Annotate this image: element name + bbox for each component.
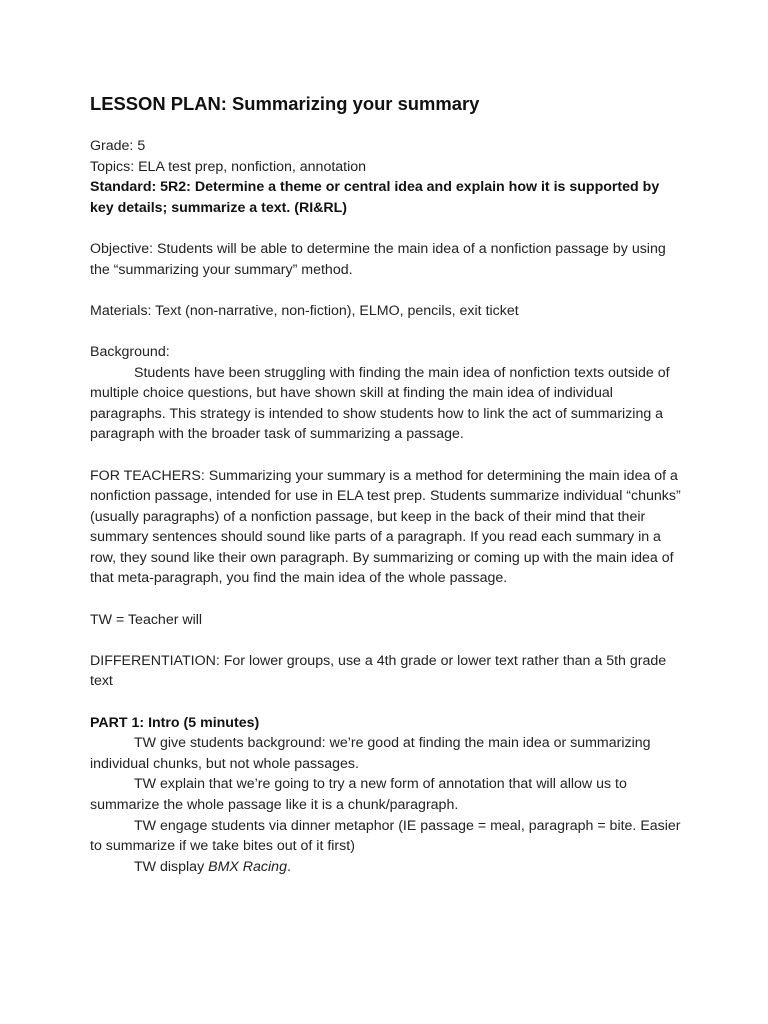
spacer [90, 218, 682, 239]
spacer [90, 692, 682, 713]
text-title-bmx-racing: BMX Racing [208, 858, 287, 875]
topics-line: Topics: ELA test prep, nonfiction, annotation [90, 158, 367, 175]
differentiation-paragraph: DIFFERENTIATION: For lower groups, use a 4th grade or lower text rather than a 5th grade text [90, 652, 667, 690]
for-teachers-paragraph: FOR TEACHERS: Summarizing your summary is a method for determining the main idea of a nonfiction passage, intended for use in ELA test prep. Students summarize individual “chunks” (usually paragraphs) of a nonfiction passage, but keep in the back of their mind that their summary sentences should sound like parts of a paragraph. If you read each summary in a row, they sound like their own paragraph. By summarizing or coming up with the main idea of that meta-paragraph, you find the main idea of the whole passage. [90, 467, 681, 587]
spacer [90, 280, 682, 301]
spacer [90, 445, 682, 466]
part1-heading: PART 1: Intro (5 minutes) [90, 714, 260, 731]
objective-paragraph: Objective: Students will be able to determine the main idea of a nonfiction passage by using the “summarizing your summary” method. [90, 240, 666, 278]
document-title: LESSON PLAN: Summarizing your summary [90, 93, 480, 114]
materials-line: Materials: Text (non-narrative, non-fiction), ELMO, pencils, exit ticket [90, 302, 519, 319]
tw-definition-line: TW = Teacher will [90, 611, 203, 628]
part1-display-suffix: . [286, 858, 291, 875]
spacer [90, 630, 682, 651]
part1-item: TW explain that we’re going to try a new form of annotation that will allow us to summarize the whole passage like it is a chunk/paragraph. [90, 776, 627, 813]
spacer [90, 321, 682, 342]
spacer [90, 589, 682, 610]
part1-display-prefix: TW display [134, 858, 209, 875]
background-heading: Background: [90, 343, 170, 360]
part1-item: TW give students background: we’re good at finding the main idea or summarizing individual chunks, but not whole passages. [90, 735, 651, 772]
part1-item: TW engage students via dinner metaphor (IE passage = meal, paragraph = bite. Easier to summarize if we take bites out of it first) [90, 817, 681, 855]
part1-display-line [90, 857, 682, 878]
lesson-plan-document [90, 92, 682, 877]
grade-line: Grade: 5 [90, 138, 146, 154]
background-paragraph: Students have been struggling with finding the main idea of nonfiction texts outside of multiple choice questions, but have shown skill at finding the main idea of individual paragraphs. This strategy is intended to show students how to link the act of summarizing a paragraph with the broader task of summarizing a passage. [90, 364, 670, 443]
standard-line: Standard: 5R2: Determine a theme or central idea and explain how it is supported by key details; summarize a text. (RI&RL) [90, 179, 660, 216]
